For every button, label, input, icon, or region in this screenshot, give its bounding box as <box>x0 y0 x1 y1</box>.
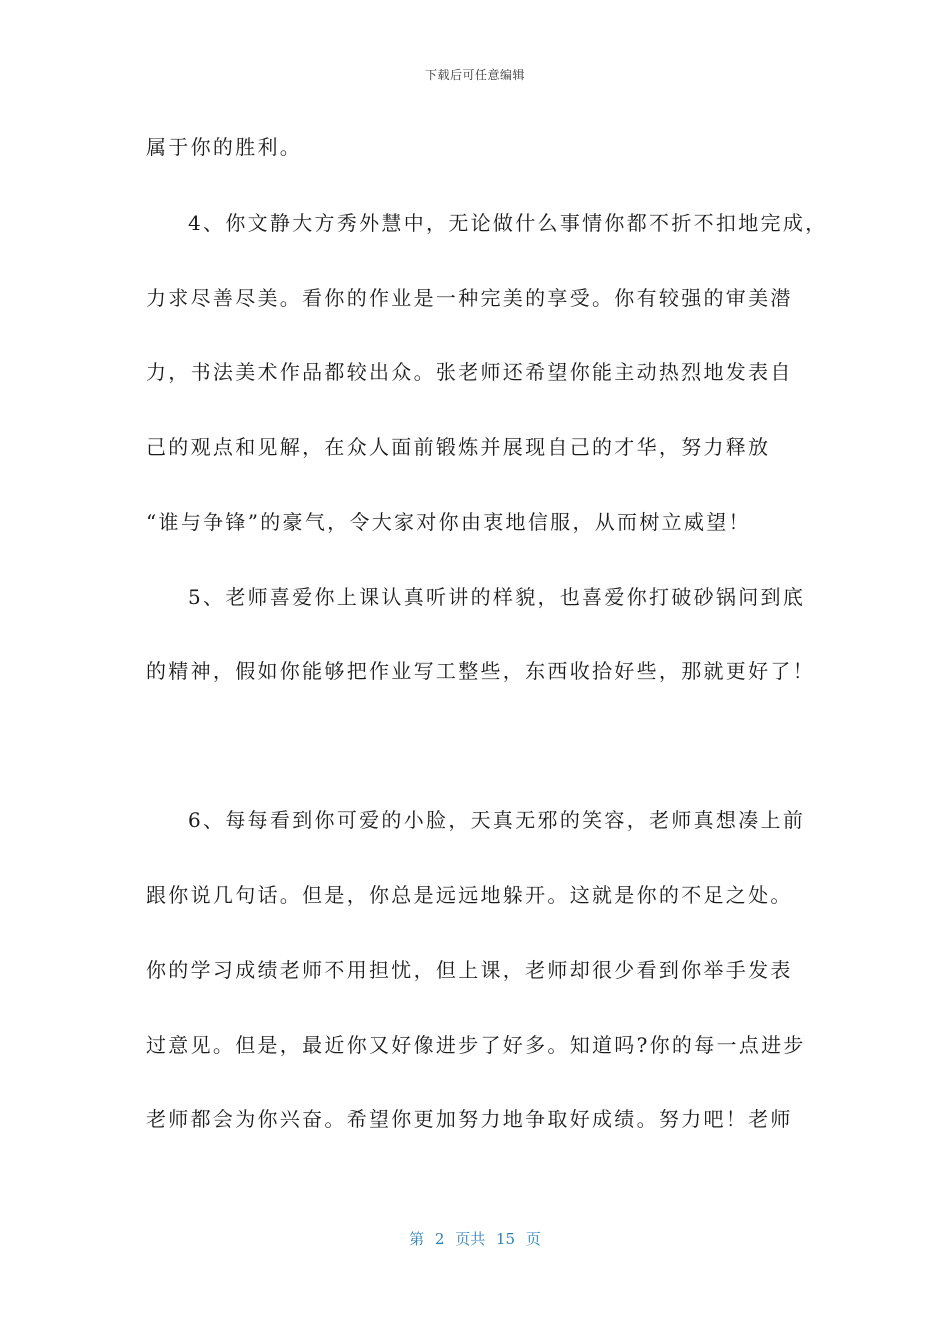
paragraph-line: 力，书法美术作品都较出众。张老师还希望你能主动热烈地发表自 <box>146 360 793 384</box>
paragraph-line: 跟你说几句话。但是，你总是远远地躲开。这就是你的不足之处。 <box>146 883 793 907</box>
page-header-note: 下载后可任意编辑 <box>424 68 525 82</box>
paragraph-line: 5、老师喜爱你上课认真听讲的样貌，也喜爱你打破砂锅问到底 <box>188 585 806 609</box>
page-number-footer: 第 2 页共 15 页 <box>409 1230 541 1248</box>
paragraph-line: 的精神，假如你能够把作业写工整些，东西收拾好些，那就更好了！ <box>146 659 815 683</box>
paragraph-line: 6、每每看到你可爱的小脸，天真无邪的笑容，老师真想凑上前 <box>188 808 806 832</box>
paragraph-line: 你的学习成绩老师不用担忧，但上课，老师却很少看到你举手发表 <box>146 958 793 982</box>
paragraph-line: 属于你的胜利。 <box>146 135 303 159</box>
paragraph-line: 老师都会为你兴奋。希望你更加努力地争取好成绩。努力吧！老师 <box>146 1107 793 1131</box>
paragraph-line: 己的观点和见解，在众人面前锻炼并展现自己的才华，努力释放 <box>146 435 771 459</box>
paragraph-line: 过意见。但是，最近你又好像进步了好多。知道吗?你的每一点进步 <box>146 1033 806 1057</box>
paragraph-line: 力求尽善尽美。看你的作业是一种完美的享受。你有较强的审美潜 <box>146 286 793 310</box>
paragraph-line: “谁与争锋”的豪气，令大家对你由衷地信服，从而树立威望！ <box>146 510 751 534</box>
paragraph-line: 4、你文静大方秀外慧中，无论做什么事情你都不折不扣地完成， <box>188 211 828 235</box>
